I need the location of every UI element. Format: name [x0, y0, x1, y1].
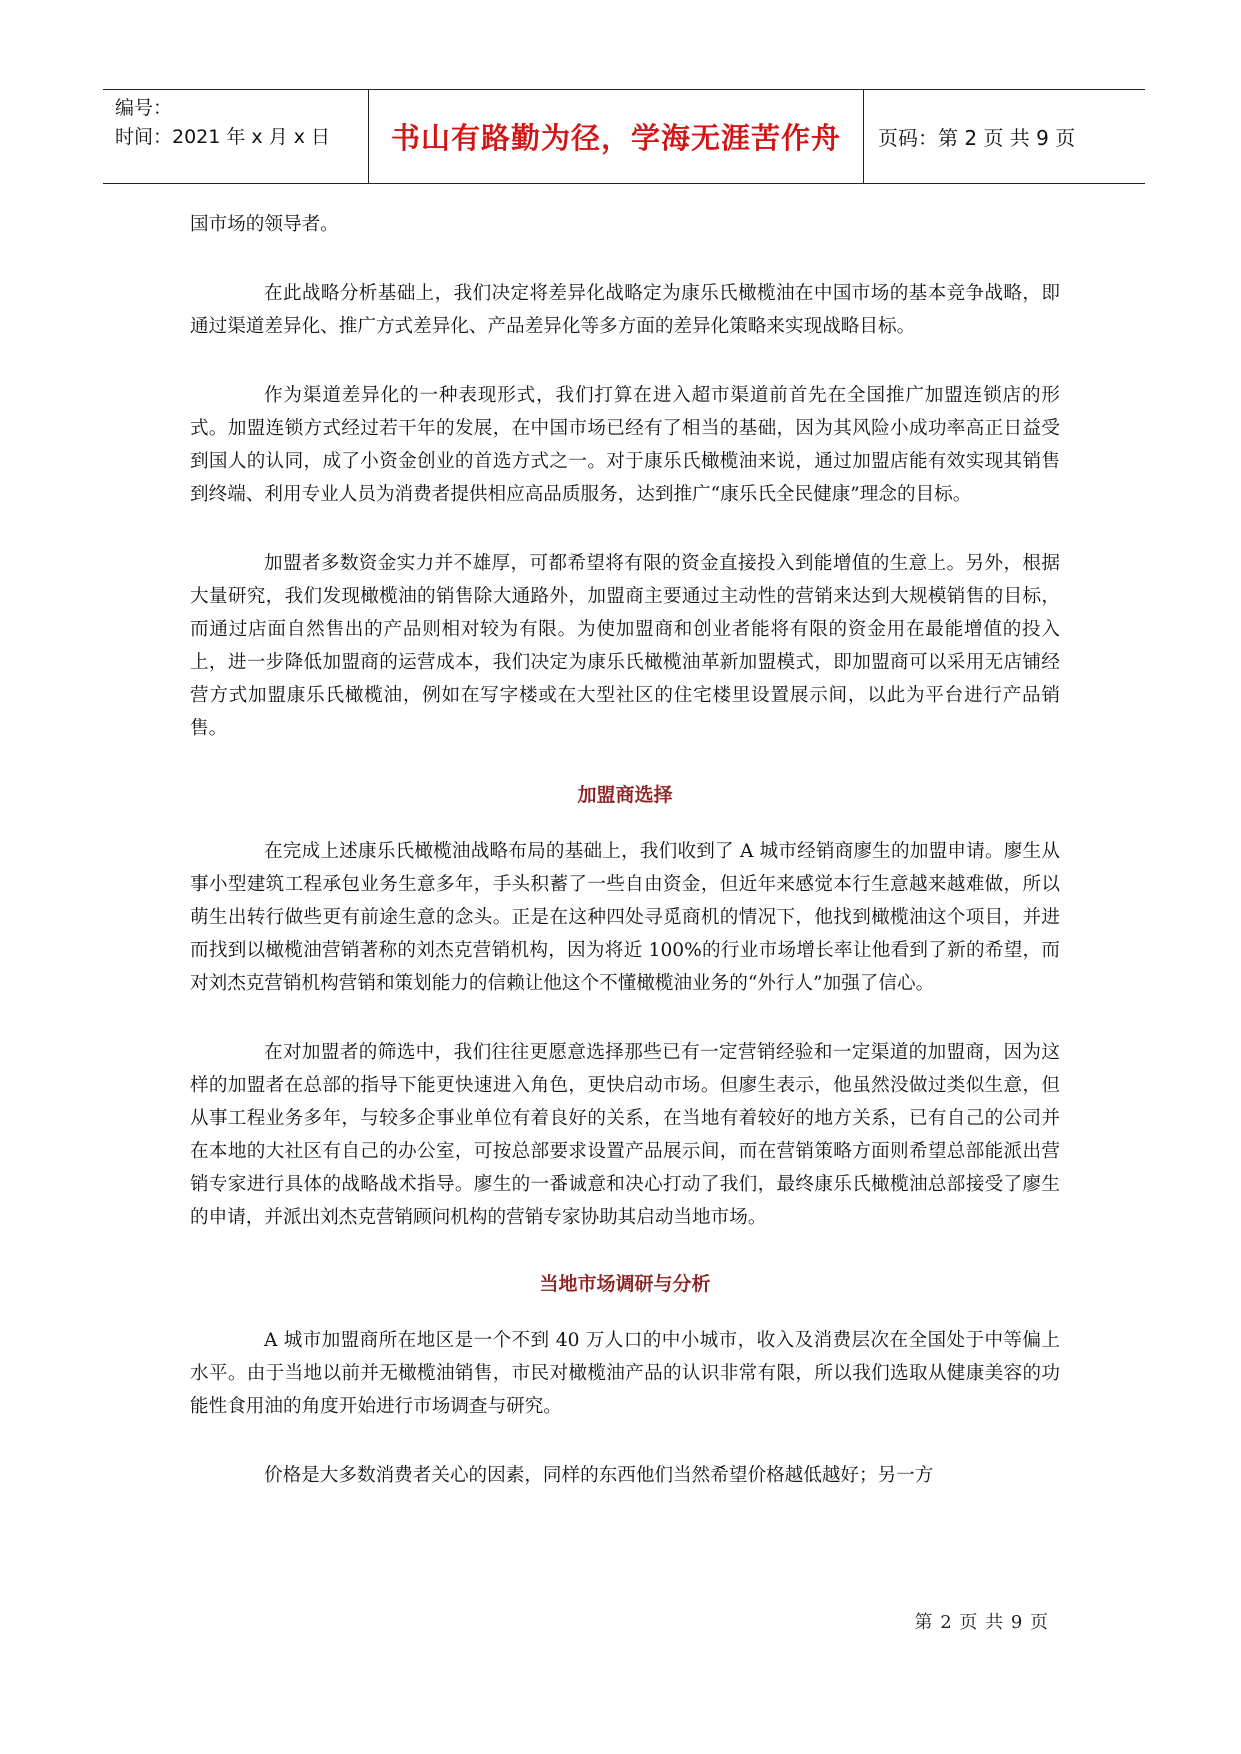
paragraph: 价格是大多数消费者关心的因素，同样的东西他们当然希望价格越低越好；另一方	[264, 1465, 934, 1486]
header-meta-cell	[103, 90, 369, 183]
paragraph: 作为渠道差异化的一种表现形式，我们打算在进入超市渠道前首先在全国推广加盟连锁店的形式。加盟连锁方式经过若干年的发展，在中国市场已经有了相当的基础，因为其风险小成功率高正日益受到国人的认同，成了小资金创业的首选方式之一。对于康乐氏橄榄油来说，通过加盟店能有效实现其销售到终端、利用专业人员为消费者提供相应高品质服务，达到推广“康乐氏全民健康”理念的目标。	[190, 385, 1060, 505]
paragraph: 国市场的领导者。	[190, 214, 339, 235]
paragraph: 在对加盟者的筛选中，我们往往更愿意选择那些已有一定营销经验和一定渠道的加盟商，因为这样的加盟者在总部的指导下能更快速进入角色，更快启动市场。但廖生表示，他虽然没做过类似生意，但从事工程业务多年，与较多企事业单位有着良好的关系，在当地有着较好的地方关系，已有自己的公司并在本地的大社区有自己的办公室，可按总部要求设置产品展示间，而在营销策略方面则希望总部能派出营销专家进行具体的战略战术指导。廖生的一番诚意和决心打动了我们，最终康乐氏橄榄油总部接受了廖生的申请，并派出刘杰克营销顾问机构的营销专家协助其启动当地市场。	[190, 1042, 1060, 1228]
page-footer: 第 2 页 共 9 页	[914, 1612, 1049, 1633]
header-motto: 书山有路勤为径，学海无涯苦作舟	[390, 121, 841, 155]
doc-time-label: 时间：2021 年 x 月 x 日	[115, 126, 331, 148]
header-page-number: 页码：第 2 页 共 9 页	[878, 126, 1076, 150]
doc-number-label: 编号：	[115, 97, 173, 119]
paragraph: 在完成上述康乐氏橄榄油战略布局的基础上，我们收到了 A 城市经销商廖生的加盟申请。廖生从事小型建筑工程承包业务生意多年，手头积蓄了一些自由资金，但近年来感觉本行生意越来越难做，所以萌生出转行做些更有前途生意的念头。正是在这种四处寻觅商机的情况下，他找到橄榄油这个项目，并进而找到以橄榄油营销著称的刘杰克营销机构，因为将近 100%的行业市场增长率让他看到了新的希望，而对刘杰克营销机构营销和策划能力的信赖让他这个不懂橄榄油业务的“外行人”加强了信心。	[190, 841, 1060, 994]
page-header	[103, 89, 1145, 184]
header-motto-cell	[369, 90, 864, 183]
paragraph: 在此战略分析基础上，我们决定将差异化战略定为康乐氏橄榄油在中国市场的基本竞争战略，即通过渠道差异化、推广方式差异化、产品差异化等多方面的差异化策略来实现战略目标。	[190, 283, 1060, 337]
paragraph: 加盟者多数资金实力并不雄厚，可都希望将有限的资金直接投入到能增值的生意上。另外，根据大量研究，我们发现橄榄油的销售除大通路外，加盟商主要通过主动性的营销来达到大规模销售的目标，而通过店面自然售出的产品则相对较为有限。为使加盟商和创业者能将有限的资金用在最能增值的投入上，进一步降低加盟商的运营成本，我们决定为康乐氏橄榄油革新加盟模式，即加盟商可以采用无店铺经营方式加盟康乐氏橄榄油，例如在写字楼或在大型社区的住宅楼里设置展示间，以此为平台进行产品销售。	[190, 553, 1060, 739]
header-page-cell	[864, 90, 1145, 183]
paragraph: A 城市加盟商所在地区是一个不到 40 万人口的中小城市，收入及消费层次在全国处于中等偏上水平。由于当地以前并无橄榄油销售，市民对橄榄油产品的认识非常有限，所以我们选取从健康美容的功能性食用油的角度开始进行市场调查与研究。	[190, 1330, 1060, 1417]
document-body	[190, 208, 1060, 1528]
section-heading: 加盟商选择	[577, 784, 673, 806]
section-heading: 当地市场调研与分析	[539, 1273, 711, 1295]
